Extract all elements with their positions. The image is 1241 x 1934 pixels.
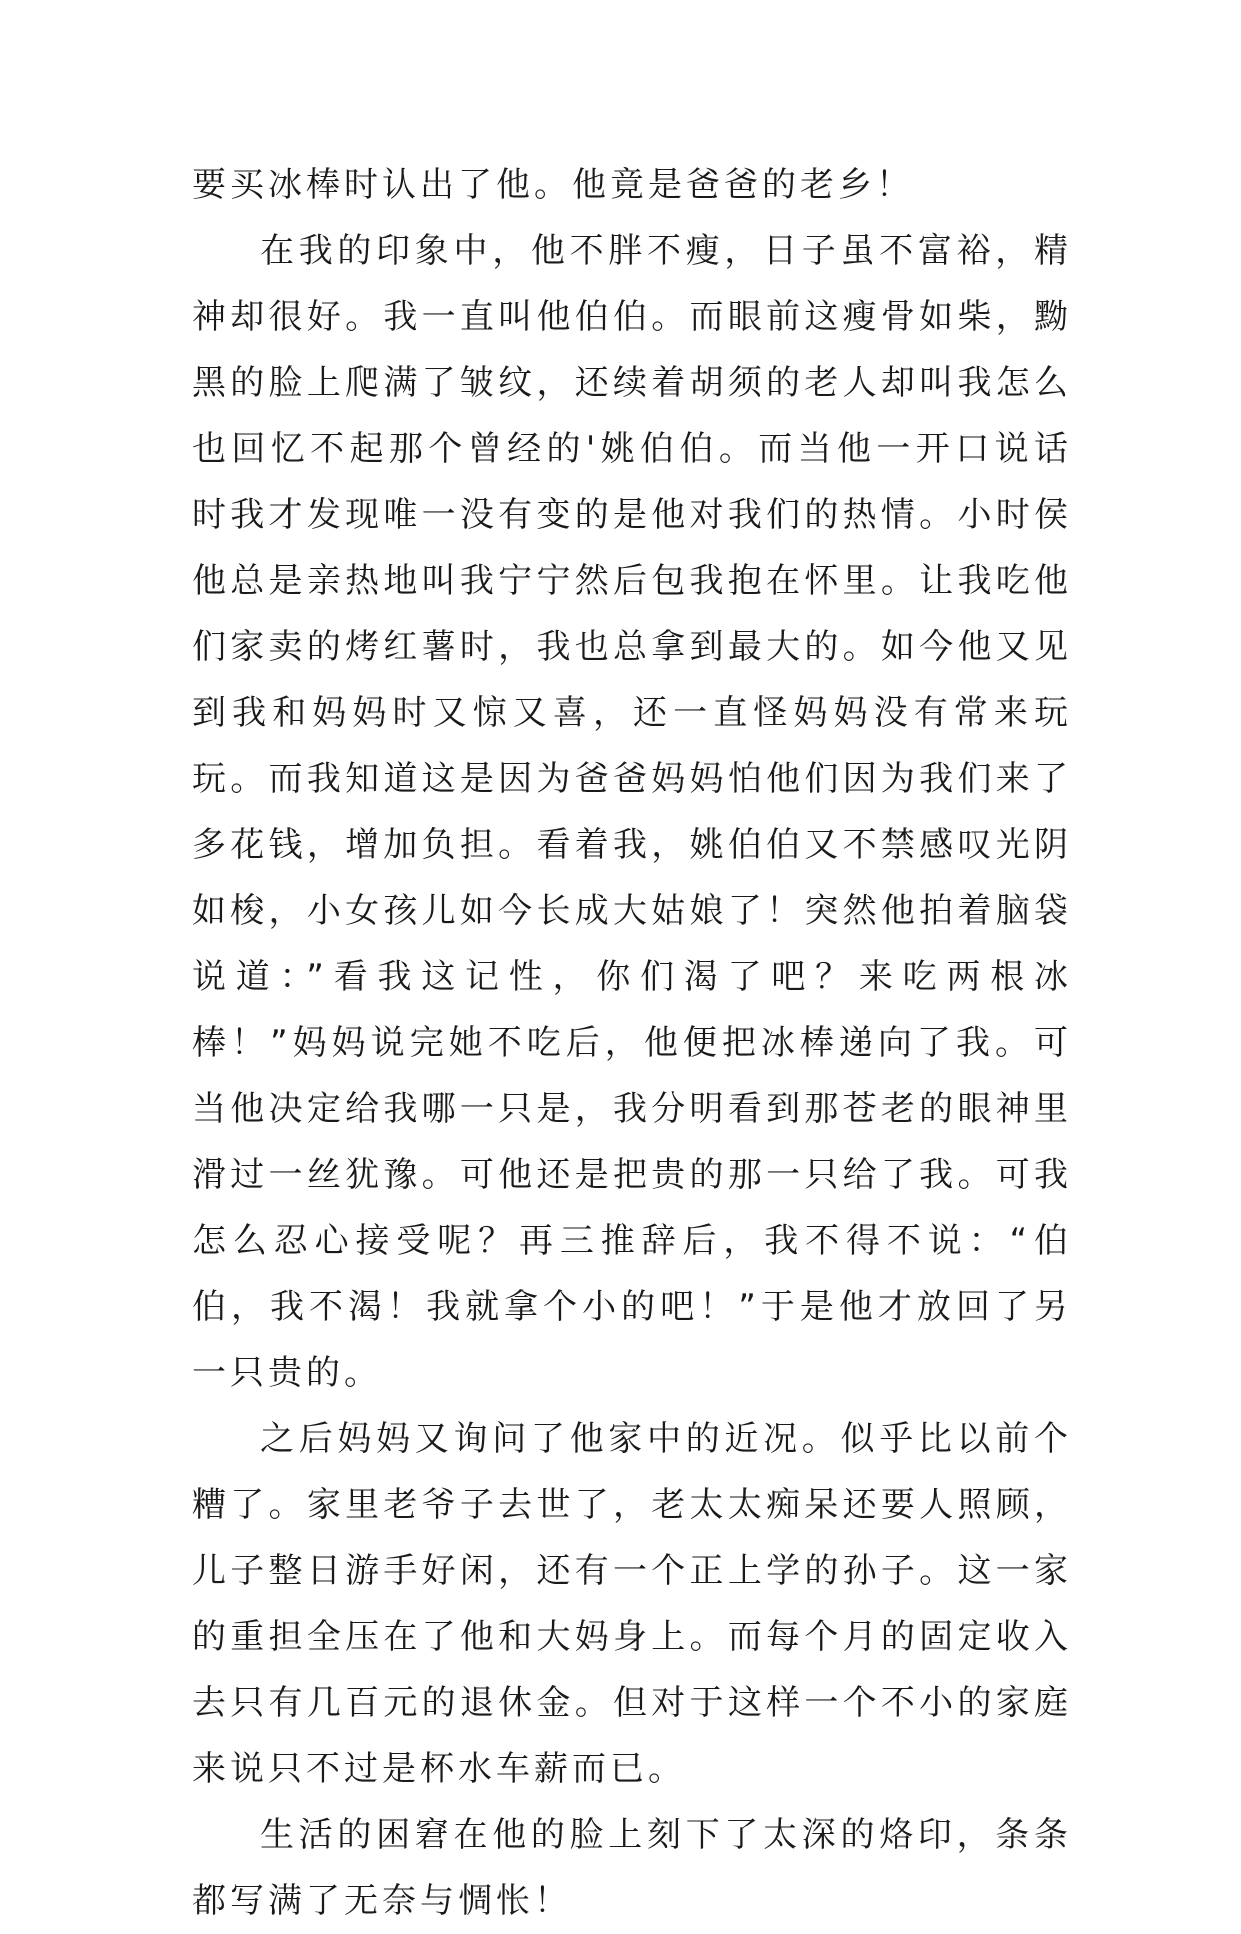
paragraph-1: 要买冰棒时认出了他。他竟是爸爸的老乡！ [192, 165, 914, 205]
paragraph-2: 在我的印象中，他不胖不瘦，日子虽不富裕，精神却很好。我一直叫他伯伯。而眼前这瘦骨如柴，黝黑的脸上爬满了皱纹，还续着胡须的老人却叫我怎么也回忆不起那个曾经的'姚伯伯。而当他一开口说话时我才发现唯一没有变的是他对我们的热情。小时侯他总是亲热地叫我宁宁然后包我抱在怀里。让我吃他们家卖的烤红薯时，我也总拿到最大的。如今他又见到我和妈妈时又惊又喜，还一直怪妈妈没有常来玩玩。而我知道这是因为爸爸妈妈怕他们因为我们来了多花钱，增加负担。看着我，姚伯伯又不禁感叹光阴如梭，小女孩儿如今长成大姑娘了！突然他拍着脑袋说道：”看我这记性，你们渴了吧？来吃两根冰棒！”妈妈说完她不吃后，他便把冰棒递向了我。可当他决定给我哪一只是，我分明看到那苍老的眼神里滑过一丝犹豫。可他还是把贵的那一只给了我。可我怎么忍心接受呢？再三推辞后，我不得不说：“伯伯，我不渴！我就拿个小的吧！”于是他才放回了另一只贵的。 [192, 231, 1072, 1393]
paragraph-4: 生活的困窘在他的脸上刻下了太深的烙印，条条都写满了无奈与惆怅！ [192, 1815, 1072, 1921]
paragraph-3: 之后妈妈又询问了他家中的近况。似乎比以前个糟了。家里老爷子去世了，老太太痴呆还要人照顾，儿子整日游手好闲，还有一个正上学的孙子。这一家的重担全压在了他和大妈身上。而每个月的固定收入去只有几百元的退休金。但对于这样一个不小的家庭来说只不过是杯水车薪而已。 [192, 1419, 1072, 1789]
body-text [192, 152, 1072, 1934]
